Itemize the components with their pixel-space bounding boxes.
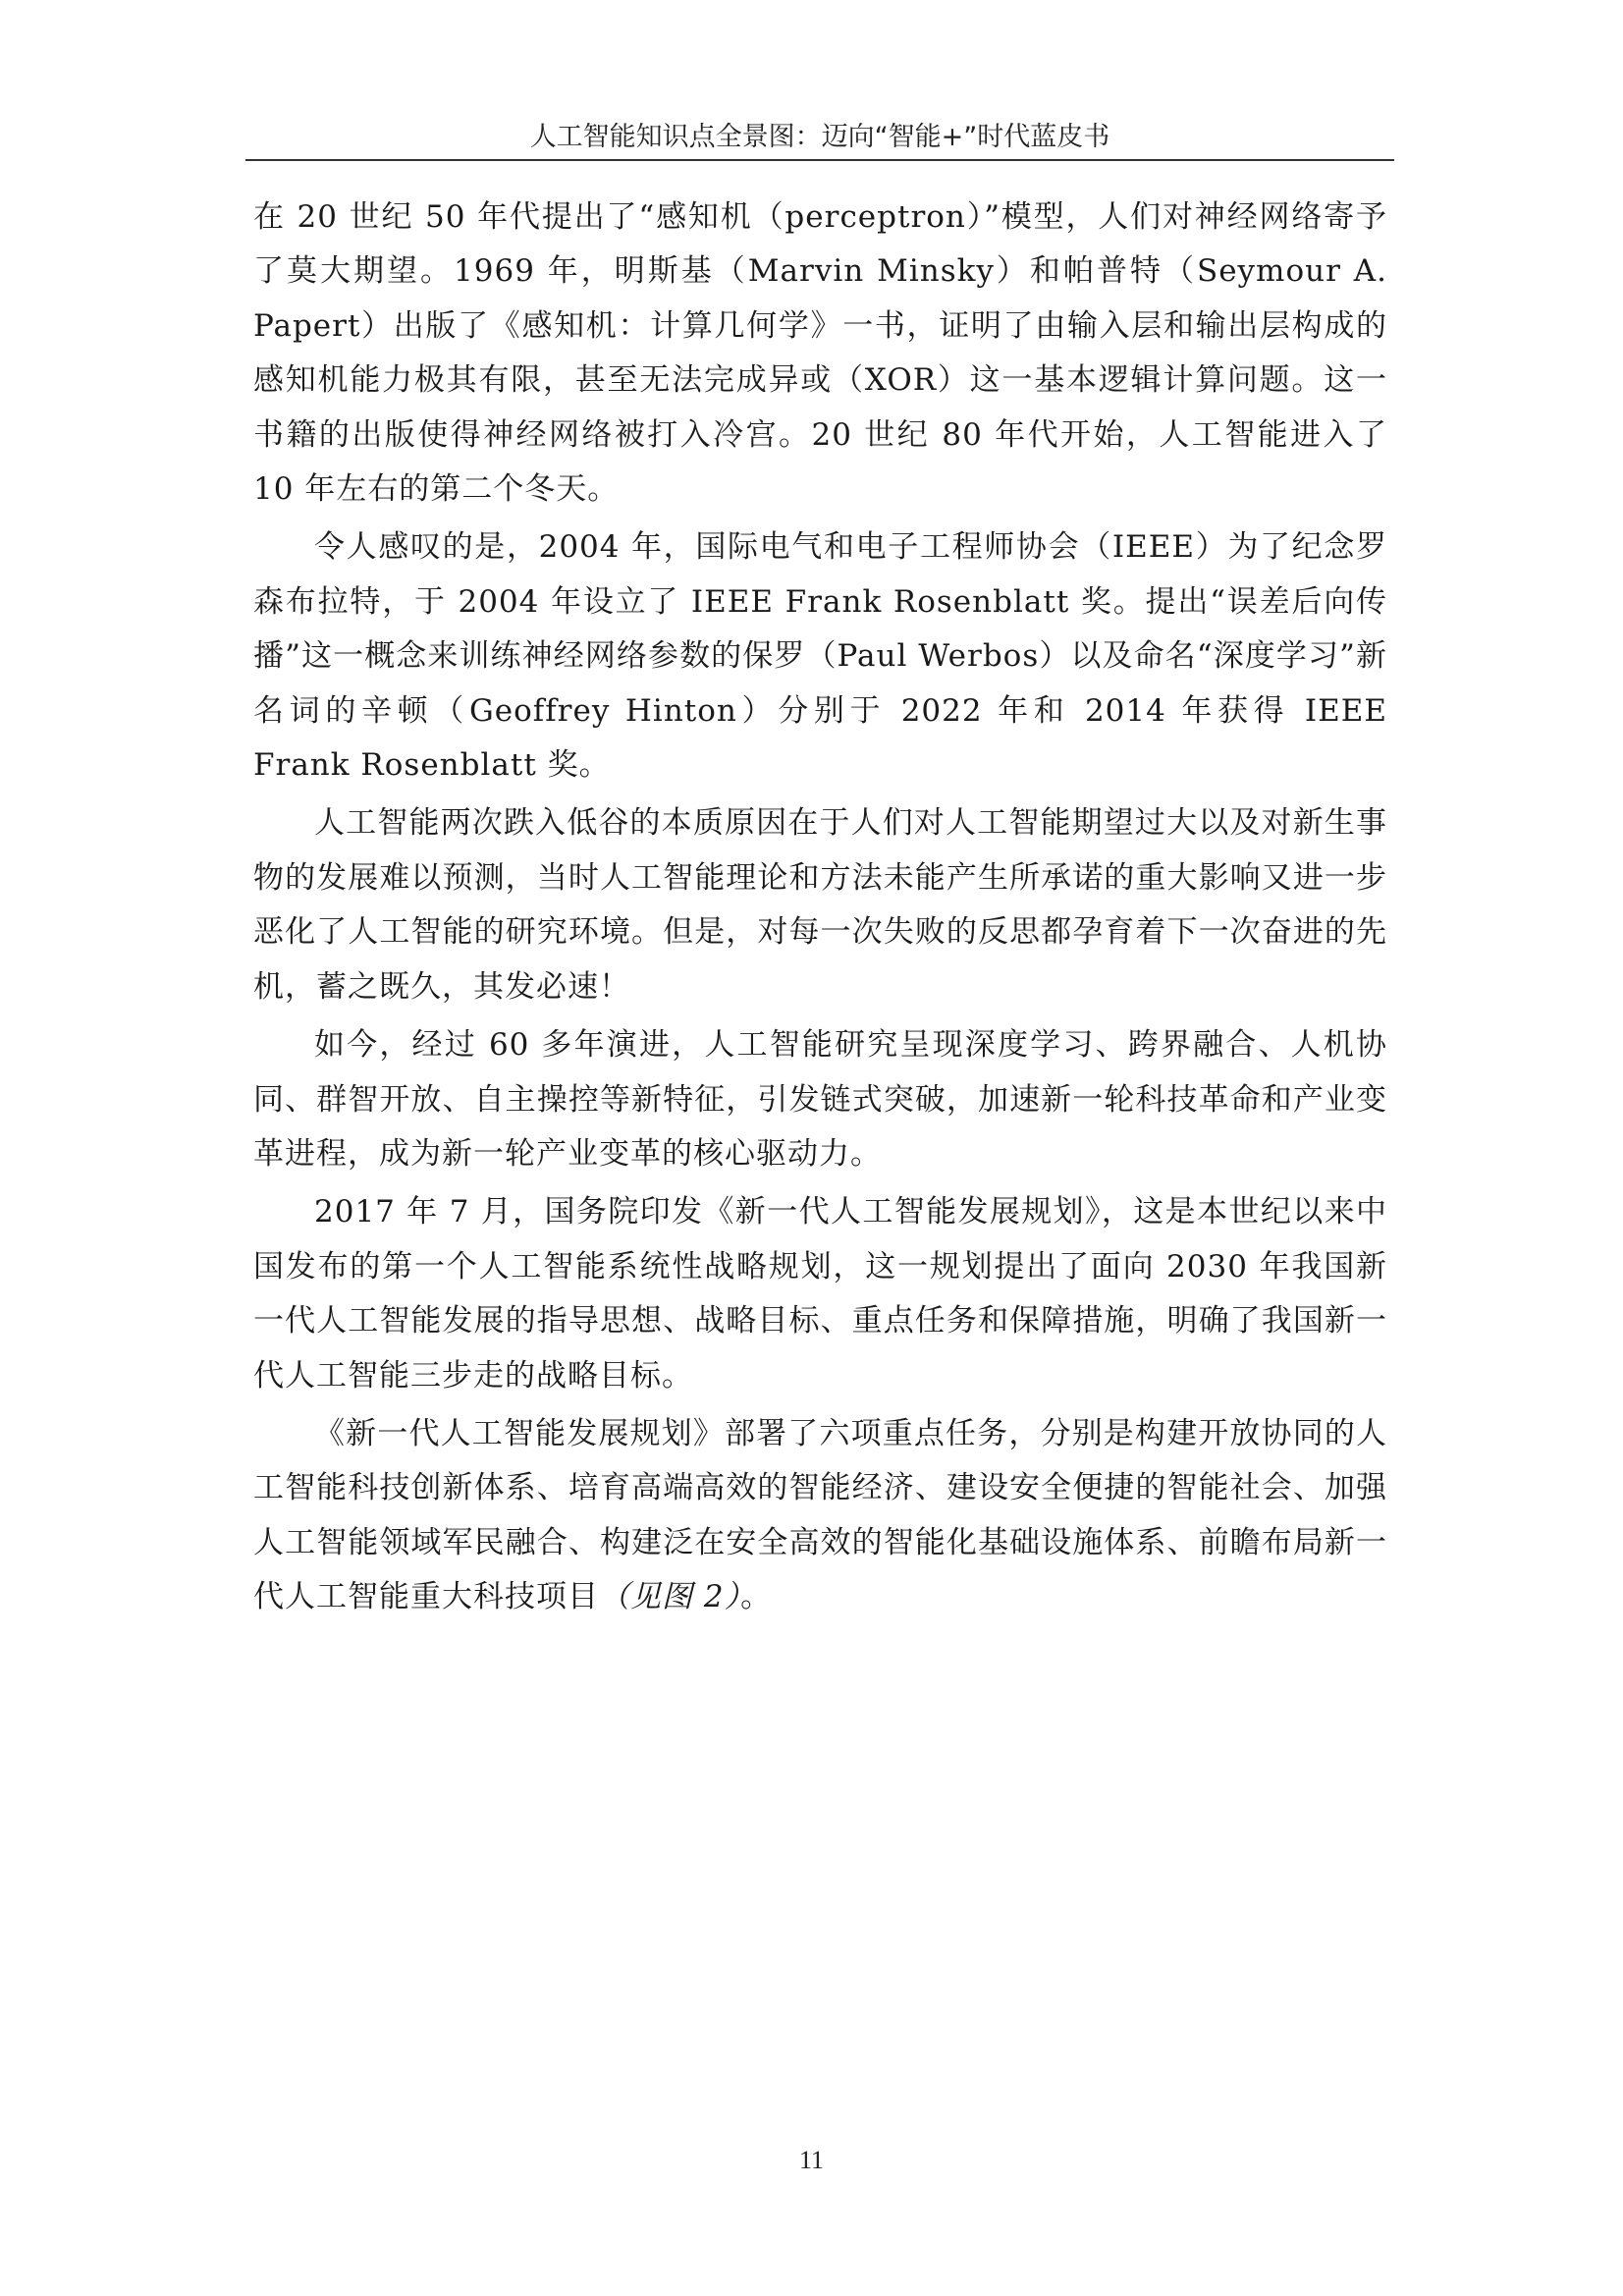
paragraph: 2017 年 7 月，国务院印发《新一代人工智能发展规划》，这是本世纪以来中国发布的第一个人工智能系统性战略规划，这一规划提出了面向 2030 年我国新一代人工智能发展的指导思想、战略目标、重点任务和保障措施，明确了我国新一代人工智能三步走的战略目标。	[253, 1194, 1387, 1394]
paragraph-text: 《新一代人工智能发展规划》部署了六项重点任务，分别是构建开放协同的人工智能科技创新体系、培育高端高效的智能经济、建设安全便捷的智能社会、加强人工智能领域军民融合、构建泛在安全高效的智能化基础设施体系、前瞻布局新一代人工智能重大科技项目	[253, 1415, 1387, 1615]
paragraph: 如今，经过 60 多年演进，人工智能研究呈现深度学习、跨界融合、人机协同、群智开放、自主操控等新特征，引发链式突破，加速新一轮科技革命和产业变革进程，成为新一轮产业变革的核心驱动力。	[253, 1027, 1387, 1172]
paragraph-end: 。	[740, 1579, 773, 1615]
running-header: 人工智能知识点全景图：迈向“智能+”时代蓝皮书	[529, 122, 1110, 152]
paragraph: 人工智能两次跌入低谷的本质原因在于人们对人工智能期望过大以及对新生事物的发展难以预测，当时人工智能理论和方法未能产生所承诺的重大影响又进一步恶化了人工智能的研究环境。但是，对每一次失败的反思都孕育着下一次奋进的先机，蓄之既久，其发必速！	[253, 805, 1387, 1005]
paragraph	[253, 1407, 1387, 1625]
header-rule	[245, 159, 1394, 161]
figure-reference: （见图 2）	[599, 1579, 741, 1615]
page-number: 11	[798, 2146, 825, 2174]
paragraph: 在 20 世纪 50 年代提出了“感知机（perceptron）”模型，人们对神经网络寄予了莫大期望。1969 年，明斯基（Marvin Minsky）和帕普特（Seymour A. Papert）出版了《感知机：计算几何学》一书，证明了由输入层和输出层构成的感知机能力极其有限，甚至无法完成异或（XOR）这一基本逻辑计算问题。这一书籍的出版使得神经网络被打入冷宫。20 世纪 80 年代开始，人工智能进入了 10 年左右的第二个冬天。	[253, 199, 1387, 508]
paragraph: 令人感叹的是，2004 年，国际电气和电子工程师协会（IEEE）为了纪念罗森布拉特，于 2004 年设立了 IEEE Frank Rosenblatt 奖。提出“误差后向传播”这一概念来训练神经网络参数的保罗（Paul Werbos）以及命名“深度学习”新名词的辛顿（Geoffrey Hinton）分别于 2022 年和 2014 年获得 IEEE Frank Rosenblatt 奖。	[253, 529, 1387, 784]
main-content	[253, 191, 1387, 1629]
